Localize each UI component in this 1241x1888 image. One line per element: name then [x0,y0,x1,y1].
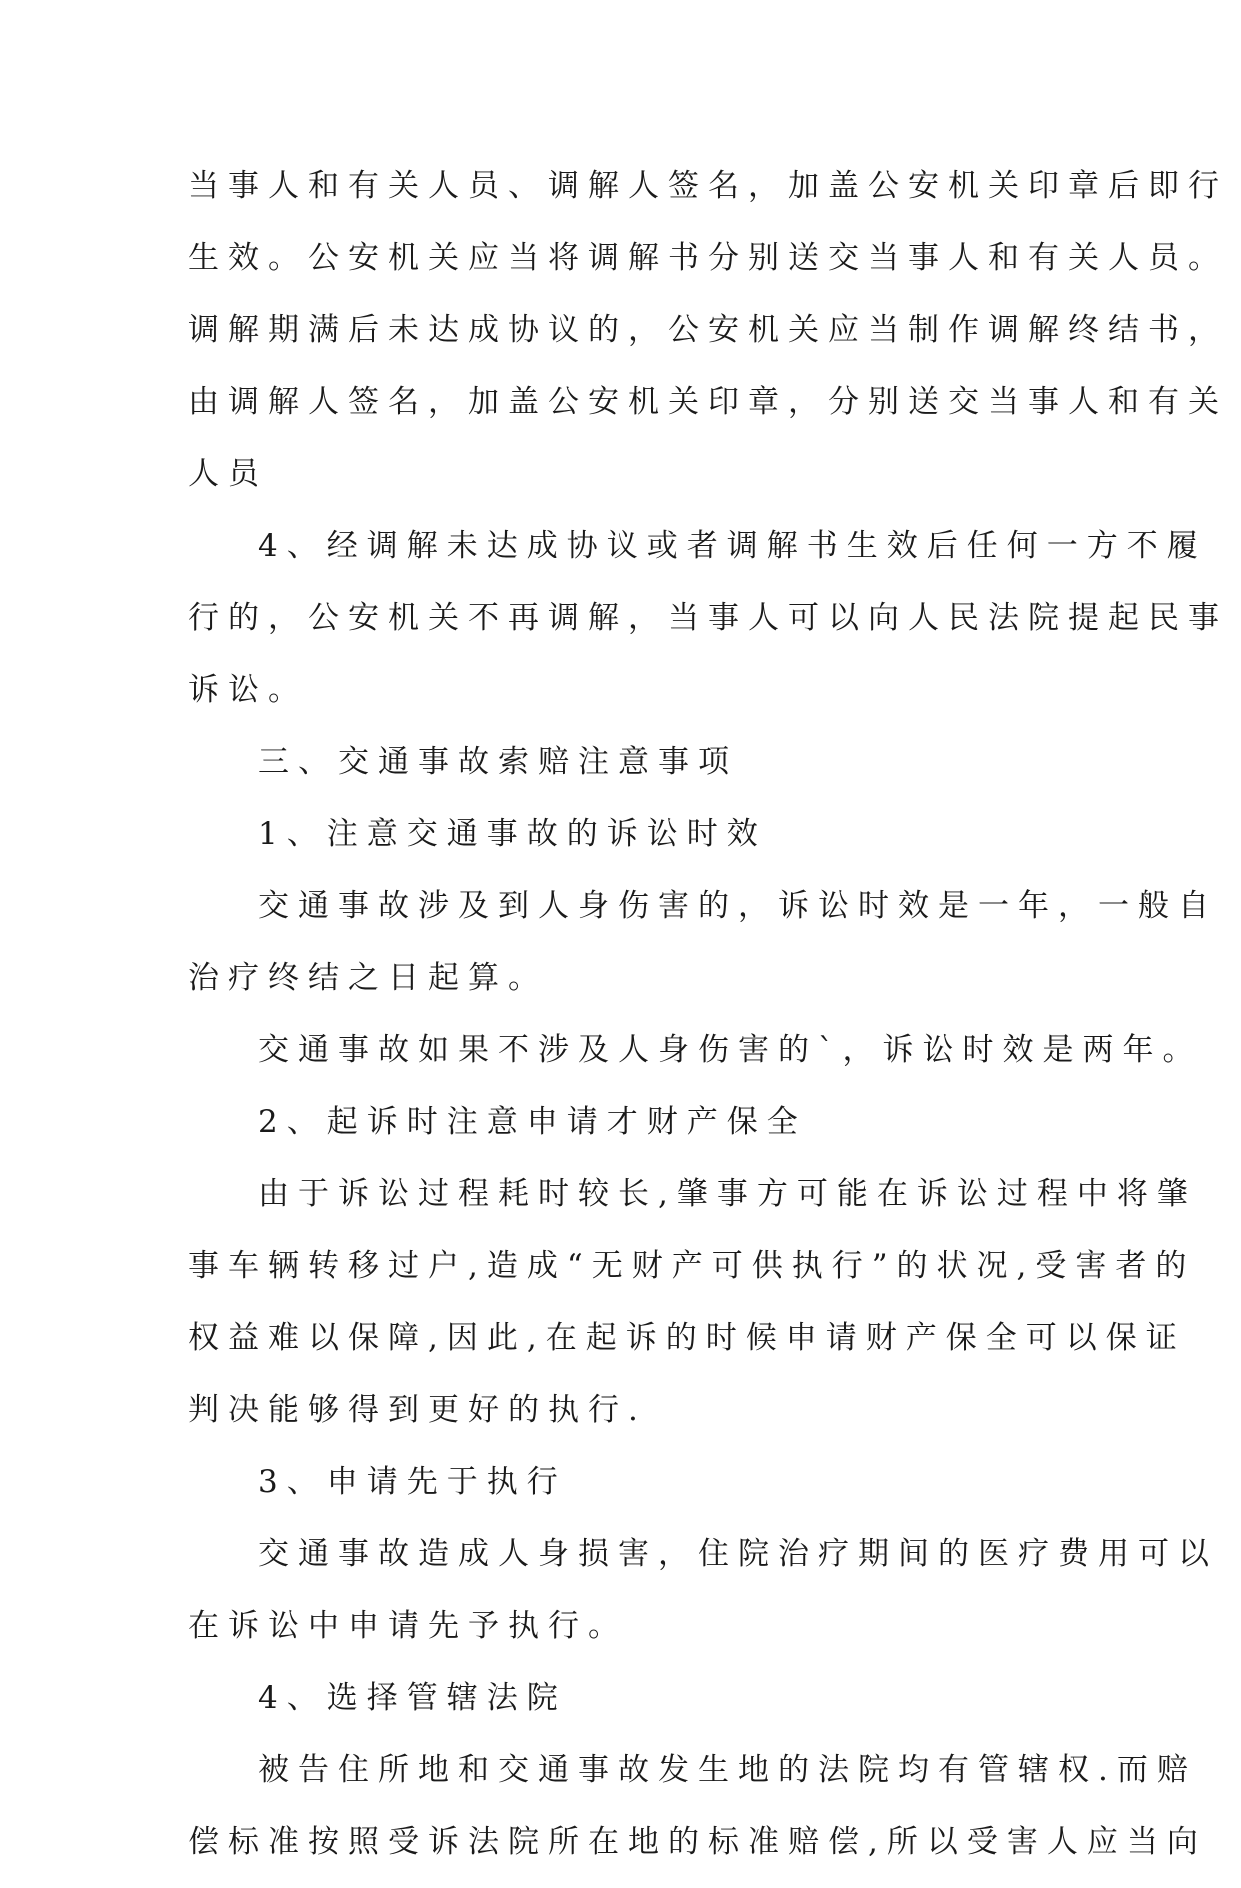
text-line: 诉讼。 [188,672,308,708]
text-line: 由调解人签名，加盖公安机关印章，分别送交当事人和有关 [188,384,1228,420]
text-line: 在诉讼中申请先予执行。 [188,1608,628,1644]
text-line: 交通事故如果不涉及人身伤害的`，诉讼时效是两年。 [258,1032,1203,1068]
subsection-heading: 1、注意交通事故的诉讼时效 [258,816,767,852]
section-heading: 三、交通事故索赔注意事项 [258,744,738,780]
text-line: 交通事故造成人身损害，住院治疗期间的医疗费用可以 [258,1536,1218,1572]
text-line: 判决能够得到更好的执行. [188,1392,647,1428]
text-line: 交通事故涉及到人身伤害的，诉讼时效是一年，一般自 [258,888,1218,924]
text-line: 偿标准按照受诉法院所在地的标准赔偿,所以受害人应当向 [188,1824,1207,1860]
text-line: 生效。公安机关应当将调解书分别送交当事人和有关人员。 [188,240,1228,276]
text-line: 4、经调解未达成协议或者调解书生效后任何一方不履 [258,528,1207,564]
subsection-heading: 4、选择管辖法院 [258,1680,567,1716]
text-line: 被告住所地和交通事故发生地的法院均有管辖权.而赔 [258,1752,1197,1788]
text-line: 行的，公安机关不再调解，当事人可以向人民法院提起民事 [188,600,1228,636]
text-line: 当事人和有关人员、调解人签名，加盖公安机关印章后即行 [188,168,1228,204]
text-line: 事车辆转移过户,造成“无财产可供执行”的状况,受害者的 [188,1248,1196,1284]
text-line: 人员 [188,456,268,492]
text-line: 治疗终结之日起算。 [188,960,548,996]
text-line: 由于诉讼过程耗时较长,肇事方可能在诉讼过程中将肇 [258,1176,1197,1212]
subsection-heading: 3、申请先于执行 [258,1464,567,1500]
document-body [188,160,1228,1888]
text-line: 调解期满后未达成协议的，公安机关应当制作调解终结书， [188,312,1228,348]
subsection-heading: 2、起诉时注意申请才财产保全 [258,1104,807,1140]
text-line: 权益难以保障,因此,在起诉的时候申请财产保全可以保证 [188,1320,1186,1356]
